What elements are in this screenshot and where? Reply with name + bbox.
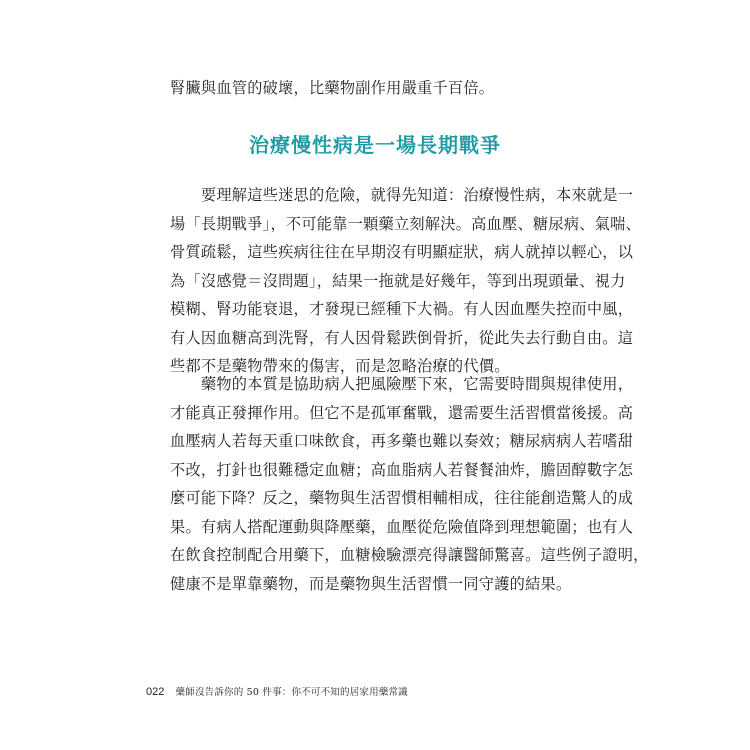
paragraph-line: 在飲食控制配合用藥下，血糖檢驗漂亮得讓醫師驚喜。這些例子證明， xyxy=(170,546,649,564)
running-title: 藥師沒告訴你的 50 件事：你不可不知的居家用藥常識 xyxy=(175,687,408,698)
paragraph-line: 麼可能下降？反之，藥物與生活習慣相輔相成，往往能創造驚人的成 xyxy=(170,489,634,507)
section-heading-text: 治療慢性病是一場長期戰爭 xyxy=(249,133,501,157)
page-number: 022 xyxy=(146,686,165,698)
paragraph-line: 場「長期戰爭」，不可能靠一顆藥立刻解決。高血壓、糖尿病、氣喘、 xyxy=(170,214,641,233)
paragraph-line: 果。有病人搭配運動與降壓藥，血壓從危險值降到理想範圍；也有人 xyxy=(170,517,634,536)
paragraph-line: 藥物的本質是協助病人把風險壓下來，它需要時間與規律使用， xyxy=(170,375,634,393)
paragraph-line: 健康不是單靠藥物，而是藥物與生活習慣一同守護的結果。 xyxy=(170,574,572,593)
paragraph-line: 才能真正發揮作用。但它不是孤軍奮戰，還需要生活習慣當後援。高 xyxy=(170,403,634,422)
paragraph-line: 血壓病人若每天重口味飲食，再多藥也難以奏效；糖尿病病人若嗜甜 xyxy=(170,432,634,450)
paragraph-1 xyxy=(170,181,641,381)
paragraph-line: 不改，打針也很難穩定血糖；高血脂病人若餐餐油炸，膽固醇數字怎 xyxy=(170,460,634,479)
opening-line: 腎臟與血管的破壞，比藥物副作用嚴重千百倍。 xyxy=(170,79,495,97)
paragraph-line: 些都不是藥物帶來的傷害，而是忽略治療的代價。 xyxy=(170,357,510,375)
section-heading xyxy=(0,129,750,158)
paragraph-2 xyxy=(170,370,649,598)
paragraph-line: 模糊、腎功能衰退，才發現已經種下大禍。有人因血壓失控而中風， xyxy=(170,300,634,318)
paragraph-line: 要理解這些迷思的危險，就得先知道：治療慢性病，本來就是一 xyxy=(170,186,634,204)
page-footer xyxy=(146,684,408,698)
paragraph-line: 有人因血糖高到洗腎，有人因骨鬆跌倒骨折，從此失去行動自由。這 xyxy=(170,328,634,347)
paragraph-line: 為「沒感覺＝沒問題」，結果一拖就是好幾年，等到出現頭暈、視力 xyxy=(170,271,626,290)
paragraph-line: 骨質疏鬆，這些疾病往往在早期沒有明顯症狀，病人就掉以輕心，以 xyxy=(170,243,634,261)
